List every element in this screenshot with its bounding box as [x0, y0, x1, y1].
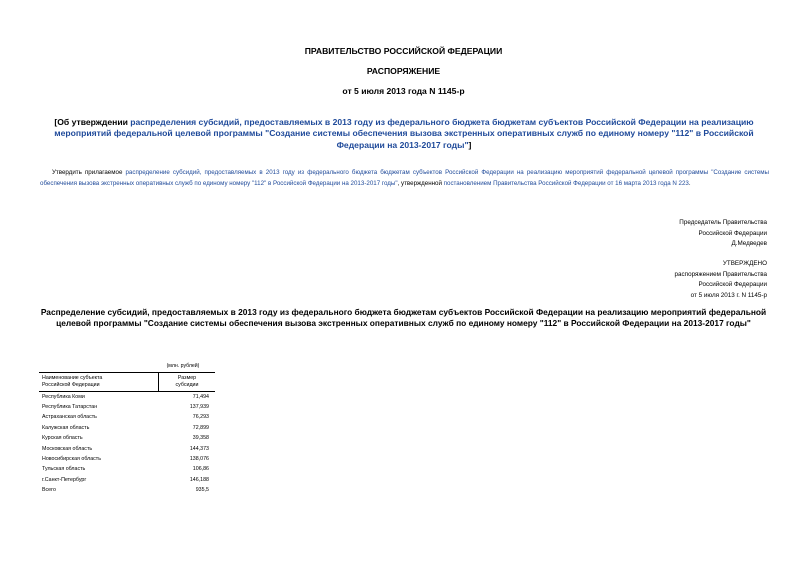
table-row — [39, 454, 215, 464]
total-label: Всего — [42, 487, 56, 494]
total-row — [39, 485, 215, 495]
total-amount: 935,5 — [195, 487, 209, 494]
distribution-title: Распределение субсидий, предоставляемых в 2013 году из федерального бюджета бюджетам субъектов Российской Федерации на реализацию мероприятий федеральной целевой программы "Создание системы обеспечения вызова экстренных оперативных служб по единому номеру "112" в Российской Федерации на 2013-2017 годы" — [40, 307, 767, 329]
table-row — [39, 444, 215, 454]
region-name: г.Санкт-Петербург — [42, 476, 87, 483]
subsidy-table — [39, 372, 215, 496]
subsidy-amount: 137,939 — [189, 404, 209, 410]
table-row — [39, 402, 215, 412]
subject-link[interactable]: распределения субсидий, предоставляемых в 2013 году из федерального бюджета бюджетам субъектов Российской Федерации на реализацию мероприятий федеральной целевой программы "Создание системы обеспечения вызова экстренных оперативных служб по единому номеру "112" в Российской Федерации на 2013-2017 годы" — [54, 117, 754, 150]
order-date: от 5 июля 2013 года N 1145-р — [342, 86, 465, 96]
amount-column-header — [159, 373, 216, 392]
region-name: Тульская область — [42, 466, 86, 473]
amount-header-line2: субсидии — [175, 381, 199, 388]
paragraph-end: . — [688, 179, 691, 187]
amount-header-line1: Размер — [177, 375, 197, 381]
region-name: Калужская область — [42, 424, 90, 431]
signature-name: Д.Медведев — [731, 240, 767, 248]
signature-title: Председатель Правительства — [679, 219, 767, 226]
region-name: Республика Коми — [42, 393, 85, 400]
region-name: Республика Татарстан — [42, 404, 98, 410]
subject-prefix: [Об утверждении — [54, 117, 131, 127]
region-name: Курская область — [42, 435, 83, 442]
table-row — [39, 391, 215, 402]
region-header-line2: Российской Федерации — [42, 381, 100, 388]
region-header-line1: Наименование субъекта — [42, 375, 103, 381]
subsidy-amount: 76,293 — [192, 414, 209, 421]
approval-heading: УТВЕРЖДЕНО — [722, 260, 767, 267]
region-name: Московская область — [42, 445, 93, 452]
government-heading: ПРАВИТЕЛЬСТВО РОССИЙСКОЙ ФЕДЕРАЦИИ — [304, 46, 503, 56]
approval-date: от 5 июля 2013 г. N 1145-р — [690, 292, 767, 300]
approval-by: распоряжением Правительства — [674, 270, 767, 278]
subsidy-amount: 39,358 — [192, 435, 209, 442]
table-row — [39, 475, 215, 485]
approval-block — [675, 259, 767, 302]
signature-block — [679, 218, 767, 250]
subsidy-amount: 71,494 — [192, 393, 209, 400]
subject-suffix: ] — [468, 139, 472, 150]
paragraph-middle: , утвержденной — [397, 179, 444, 187]
order-paragraph — [40, 168, 769, 189]
region-name: Новосибирская область — [42, 456, 101, 463]
table-unit: (млн. рублей) — [166, 363, 200, 369]
region-name: Астраханская область — [42, 414, 97, 421]
order-heading: РАСПОРЯЖЕНИЕ — [366, 66, 441, 76]
subsidy-amount: 144,373 — [189, 445, 209, 452]
subsidy-amount: 106,86 — [192, 466, 209, 473]
subsidy-amount: 72,899 — [192, 424, 209, 431]
table-row — [39, 423, 215, 433]
subsidy-amount: 146,188 — [189, 476, 209, 483]
distribution-link[interactable]: распределение субсидий, предоставляемых в 2013 году из федерального бюджета бюджетам субъектов Российской Федерации на реализацию мероприятий федеральной целевой программы "Создание системы обеспечения вызова экстренных оперативных служб по единому номеру "112" в Российской Федерации на 2013-2017 годы" — [40, 169, 769, 187]
table-row — [39, 464, 215, 474]
approval-org: Российской Федерации — [698, 281, 767, 289]
subsidy-amount: 138,076 — [189, 456, 209, 463]
region-column-header — [39, 373, 159, 392]
paragraph-start: Утвердить прилагаемое — [52, 169, 126, 176]
table-header-row — [39, 373, 215, 392]
document-subject — [40, 117, 768, 151]
signature-org: Российской Федерации — [698, 229, 767, 237]
table-row — [39, 412, 215, 422]
decree-link[interactable]: постановлением Правительства Российской Федерации от 16 марта 2013 года N 223 — [443, 179, 689, 187]
table-row — [39, 433, 215, 443]
